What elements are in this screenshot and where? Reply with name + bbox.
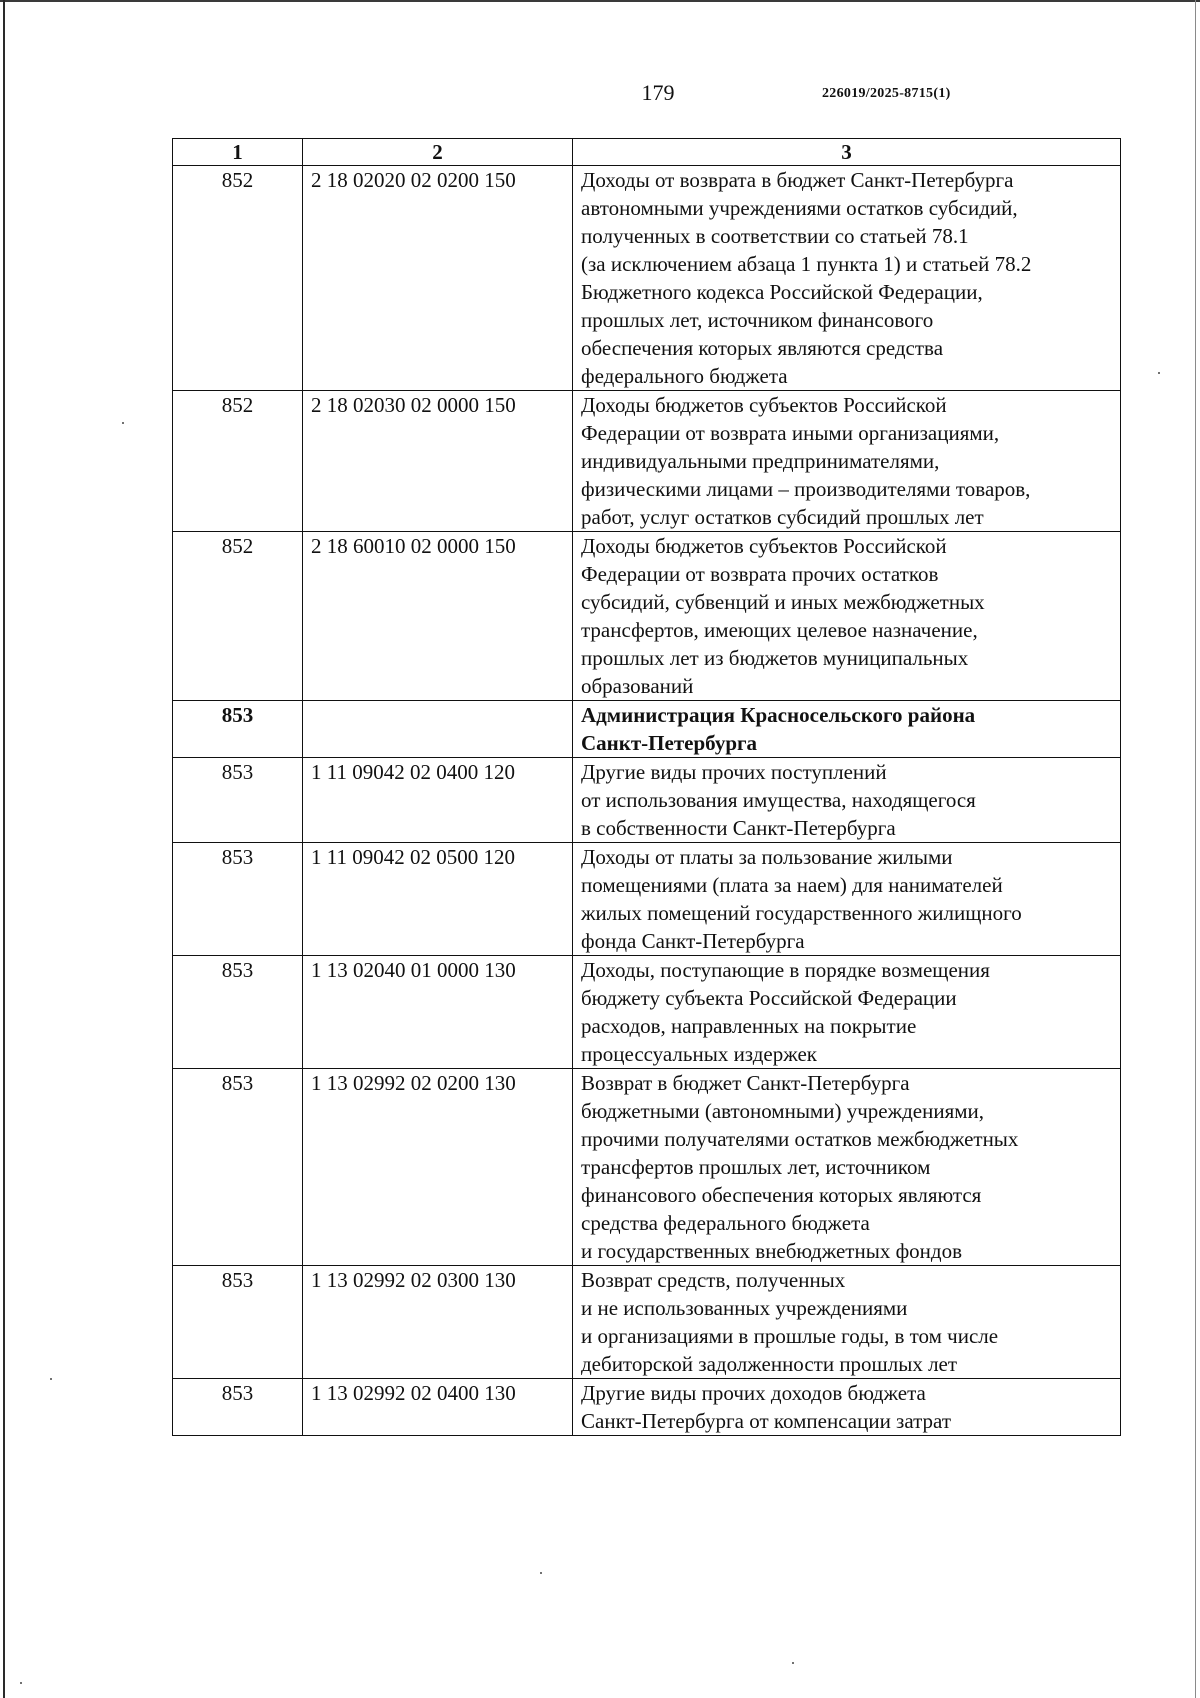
table-body bbox=[173, 166, 1121, 1436]
description-cell: Администрация Красносельского района Санкт-Петербурга bbox=[573, 701, 1121, 758]
revenue-code-cell: 2 18 02030 02 0000 150 bbox=[303, 391, 573, 532]
document-number: 226019/2025-8715(1) bbox=[822, 86, 951, 101]
scan-speck bbox=[1158, 372, 1160, 374]
revenue-code-cell: 1 13 02992 02 0200 130 bbox=[303, 1069, 573, 1266]
admin-code-cell: 853 bbox=[173, 956, 303, 1069]
description-cell: Доходы бюджетов субъектов Российской Федерации от возврата иными организациями, индивидуальными предпринимателями, физическими лицами – производителями товаров, работ, услуг остатков субсидий прошлых лет bbox=[573, 391, 1121, 532]
description-cell: Доходы бюджетов субъектов Российской Федерации от возврата прочих остатков субсидий, субвенций и иных межбюджетных трансфертов, имеющих целевое назначение, прошлых лет из бюджетов муниципальных образований bbox=[573, 532, 1121, 701]
description-cell: Другие виды прочих доходов бюджета Санкт-Петербурга от компенсации затрат bbox=[573, 1379, 1121, 1436]
admin-code-cell: 852 bbox=[173, 391, 303, 532]
scan-speck bbox=[20, 1682, 22, 1684]
table-row bbox=[173, 1379, 1121, 1436]
admin-code-cell: 852 bbox=[173, 166, 303, 391]
description-cell: Доходы, поступающие в порядке возмещения бюджету субъекта Российской Федерации расходов, направленных на покрытие процессуальных издержек bbox=[573, 956, 1121, 1069]
revenue-code-cell: 1 11 09042 02 0500 120 bbox=[303, 843, 573, 956]
page-header bbox=[0, 80, 1200, 112]
scan-speck bbox=[792, 1662, 794, 1664]
table-row bbox=[173, 166, 1121, 391]
description-cell: Другие виды прочих поступлений от использования имущества, находящегося в собственности Санкт-Петербурга bbox=[573, 758, 1121, 843]
scan-speck bbox=[540, 1572, 542, 1574]
admin-code-cell: 853 bbox=[173, 758, 303, 843]
revenue-code-cell: 1 11 09042 02 0400 120 bbox=[303, 758, 573, 843]
scan-edge-top bbox=[0, 0, 1200, 2]
table-row bbox=[173, 843, 1121, 956]
table-row bbox=[173, 701, 1121, 758]
table-row bbox=[173, 758, 1121, 843]
column-header-2: 2 bbox=[303, 139, 573, 166]
table-row bbox=[173, 1069, 1121, 1266]
table-row bbox=[173, 532, 1121, 701]
table-header-row bbox=[173, 139, 1121, 166]
admin-code-cell: 852 bbox=[173, 532, 303, 701]
table-row bbox=[173, 1266, 1121, 1379]
revenue-code-cell: 1 13 02992 02 0300 130 bbox=[303, 1266, 573, 1379]
description-cell: Возврат средств, полученных и не использованных учреждениями и организациями в прошлые годы, в том числе дебиторской задолженности прошлых лет bbox=[573, 1266, 1121, 1379]
admin-code-cell: 853 bbox=[173, 1069, 303, 1266]
revenue-code-cell bbox=[303, 701, 573, 758]
scan-speck bbox=[122, 422, 124, 424]
revenue-code-cell: 1 13 02992 02 0400 130 bbox=[303, 1379, 573, 1436]
revenue-code-cell: 2 18 02020 02 0200 150 bbox=[303, 166, 573, 391]
column-header-1: 1 bbox=[173, 139, 303, 166]
scan-speck bbox=[50, 1378, 52, 1380]
scan-edge-left bbox=[3, 0, 5, 1698]
description-cell: Доходы от платы за пользование жилыми помещениями (плата за наем) для нанимателей жилых помещений государственного жилищного фонда Санкт-Петербурга bbox=[573, 843, 1121, 956]
scan-edge-right bbox=[1195, 0, 1196, 1698]
column-header-3: 3 bbox=[573, 139, 1121, 166]
admin-code-cell: 853 bbox=[173, 1266, 303, 1379]
admin-code-cell: 853 bbox=[173, 1379, 303, 1436]
revenue-code-cell: 1 13 02040 01 0000 130 bbox=[303, 956, 573, 1069]
admin-code-cell: 853 bbox=[173, 843, 303, 956]
revenue-codes-table bbox=[172, 138, 1121, 1436]
description-cell: Возврат в бюджет Санкт-Петербурга бюджетными (автономными) учреждениями, прочими получателями остатков межбюджетных трансфертов прошлых лет, источником финансового обеспечения которых являются средства федерального бюджета и государственных внебюджетных фондов bbox=[573, 1069, 1121, 1266]
table-row bbox=[173, 391, 1121, 532]
table-row bbox=[173, 956, 1121, 1069]
page-number: 179 bbox=[641, 80, 675, 105]
revenue-code-cell: 2 18 60010 02 0000 150 bbox=[303, 532, 573, 701]
admin-code-cell: 853 bbox=[173, 701, 303, 758]
description-cell: Доходы от возврата в бюджет Санкт-Петербурга автономными учреждениями остатков субсидий, полученных в соответствии со статьей 78.1 (за исключением абзаца 1 пункта 1) и статьей 78.2 Бюджетного кодекса Российской Федерации, прошлых лет, источником финансового обеспечения которых являются средства федерального бюджета bbox=[573, 166, 1121, 391]
